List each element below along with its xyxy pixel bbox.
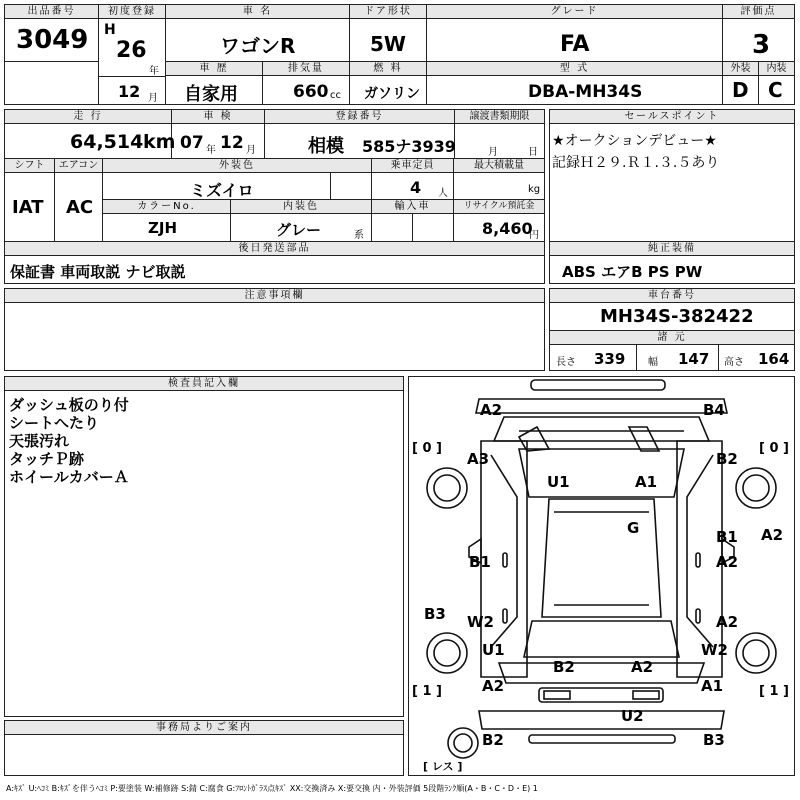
damage-mark: U1 [482, 641, 505, 659]
car-outline-diagram [409, 377, 794, 775]
shift-label: シフト [5, 159, 54, 173]
int-color-label: 内装色 [231, 200, 371, 214]
damage-mark: G [627, 519, 640, 537]
displacement-unit: cc [330, 90, 341, 101]
inspector-label: 検査員記入欄 [5, 377, 403, 391]
tire-front-right-label: [ 0 ] [759, 441, 789, 456]
door-label: ドア形状 [350, 5, 426, 19]
genuine-equip-value: ABS エアB PS PW [562, 263, 703, 281]
ext-color-value: ミズイロ [190, 181, 254, 200]
transfer-month-unit: 月 [488, 147, 498, 158]
lot-no-label: 出品番号 [5, 5, 98, 19]
spare-tire-label: [ レス ] [423, 760, 463, 773]
color-no-value: ZJH [148, 219, 178, 237]
capacity-label: 乗車定員 [372, 159, 453, 173]
insp-year-value: 07 [180, 133, 204, 153]
height-value: 164 [758, 350, 790, 368]
month-value: 12 [118, 82, 141, 101]
mileage-value: 64,514 [70, 131, 144, 153]
insp-year-unit: 年 [206, 145, 216, 156]
damage-mark: B4 [703, 401, 725, 419]
insp-month-unit: 月 [246, 145, 256, 156]
grade-label: グレード [427, 5, 722, 19]
exterior-grade-value: D [732, 78, 749, 102]
tire-rear-left-label: [ 1 ] [412, 684, 442, 699]
capacity-unit: 人 [438, 188, 448, 199]
import-label: 輸入車 [372, 200, 453, 214]
model-code-value: DBA-MH34S [528, 82, 643, 102]
color-no-label: カラーNo. [103, 200, 230, 214]
damage-diagram [408, 376, 795, 776]
tire-front-left-label: [ 0 ] [412, 441, 442, 456]
damage-mark: A2 [482, 677, 505, 695]
max-load-label: 最大積載量 [454, 159, 544, 173]
chassis-no-label: 車台番号 [550, 289, 794, 303]
displacement-label: 排気量 [263, 62, 349, 76]
length-value: 339 [594, 350, 626, 368]
damage-legend: A:ｷｽﾞ U:ﾍｺﾐ B:ｷｽﾞを伴うﾍｺﾐ P:要塗装 W:補修跡 S:錆 C:腐食 G:ﾌﾛﾝﾄｶﾞﾗｽ点ｷｽﾞ XX:交換済み X:要交換 内・外装評価 5段階ﾗﾝｸ順(A・B・C・D・E) 1 [6, 784, 538, 793]
inspector-note-2: シートへたり [9, 414, 100, 432]
lot-no-value: 3049 [16, 25, 89, 55]
door-value: 5W [370, 32, 406, 56]
shift-value: IAT [12, 197, 44, 218]
inspector-note-4: タッチＰ跡 [9, 450, 85, 468]
year-unit: 年 [149, 66, 159, 77]
fuel-value: ガソリン [364, 86, 420, 102]
damage-mark: A2 [761, 526, 784, 544]
reg-area-value: 相模 [308, 136, 344, 157]
damage-mark: A1 [635, 473, 658, 491]
genuine-equip-label: 純正装備 [550, 242, 794, 256]
score-value: 3 [752, 30, 771, 60]
width-label: 幅 [648, 357, 658, 368]
aircon-value: AC [66, 197, 94, 218]
damage-mark: U1 [547, 473, 570, 491]
damage-mark: A2 [716, 613, 739, 631]
mileage-label: 走 行 [5, 110, 171, 124]
later-parts-label: 後日発送部品 [5, 242, 544, 256]
reg-num-value: 585ナ3939 [362, 137, 456, 156]
chassis-no-value: MH34S-382422 [600, 306, 754, 327]
aircon-label: エアコン [55, 159, 102, 173]
recycle-value: 8,460 [482, 219, 533, 238]
sales-point-line-2: 記録Ｈ２９.Ｒ１.３.５あり [552, 155, 720, 171]
interior-grade-label: 内装 [759, 62, 794, 76]
damage-mark: U2 [621, 707, 644, 725]
notes-label: 注意事項欄 [5, 289, 544, 303]
int-color-unit: 系 [354, 230, 364, 241]
specs-label: 諸 元 [550, 331, 794, 345]
damage-mark: A2 [480, 401, 503, 419]
interior-grade-value: C [768, 78, 783, 102]
damage-mark: B2 [716, 450, 738, 468]
tire-rear-right-label: [ 1 ] [759, 684, 789, 699]
damage-mark: A3 [467, 450, 490, 468]
inspection-label: 車 検 [172, 110, 264, 124]
exterior-grade-label: 外装 [723, 62, 758, 76]
office-label: 事務局よりご案内 [5, 721, 403, 735]
mileage-unit: km [143, 131, 176, 153]
inspector-note-3: 天張汚れ [9, 432, 70, 450]
damage-mark: B3 [703, 731, 725, 749]
fuel-label: 燃 料 [350, 62, 426, 76]
sales-point-label: セールスポイント [550, 110, 794, 124]
height-label: 高さ [724, 357, 744, 368]
sales-point-line-1: ★オークションデビュー★ [552, 133, 717, 149]
damage-mark: A2 [631, 658, 654, 676]
width-value: 147 [678, 350, 710, 368]
length-label: 長さ [556, 357, 576, 368]
history-label: 車 歴 [166, 62, 262, 76]
history-value: 自家用 [184, 84, 238, 105]
max-load-unit: kg [528, 184, 541, 195]
model-code-label: 型 式 [427, 62, 722, 76]
year-value: 26 [116, 38, 147, 63]
damage-mark: A2 [716, 553, 739, 571]
damage-mark: W2 [467, 613, 494, 631]
inspector-note-1: ダッシュ板のり付 [9, 396, 129, 414]
recycle-unit: 円 [529, 230, 539, 241]
month-unit: 月 [148, 93, 158, 104]
transfer-day-unit: 日 [528, 147, 538, 158]
recycle-label: リサイクル預託金 [454, 200, 544, 214]
displacement-value: 660 [293, 82, 329, 102]
ext-color-label: 外装色 [103, 159, 371, 173]
era-value: H [104, 22, 116, 38]
car-name-label: 車 名 [166, 5, 349, 19]
score-label: 評価点 [723, 5, 794, 19]
first-reg-label: 初度登録 [99, 5, 165, 19]
insp-month-value: 12 [220, 133, 244, 153]
damage-mark: B1 [469, 553, 491, 571]
car-name-value: ワゴンR [220, 34, 296, 58]
capacity-value: 4 [410, 178, 422, 197]
damage-mark: A1 [701, 677, 724, 695]
damage-mark: B1 [716, 528, 738, 546]
grade-value: FA [560, 32, 590, 57]
damage-mark: B3 [424, 605, 446, 623]
inspector-note-5: ホイールカバーＡ [9, 468, 129, 486]
reg-no-label: 登録番号 [265, 110, 454, 124]
damage-mark: B2 [482, 731, 504, 749]
later-parts-value: 保証書 車両取説 ナビ取説 [10, 263, 186, 281]
transfer-doc-label: 譲渡書類期限 [455, 110, 544, 124]
int-color-value: グレー [276, 221, 322, 239]
damage-mark: W2 [701, 641, 728, 659]
damage-mark: B2 [553, 658, 575, 676]
